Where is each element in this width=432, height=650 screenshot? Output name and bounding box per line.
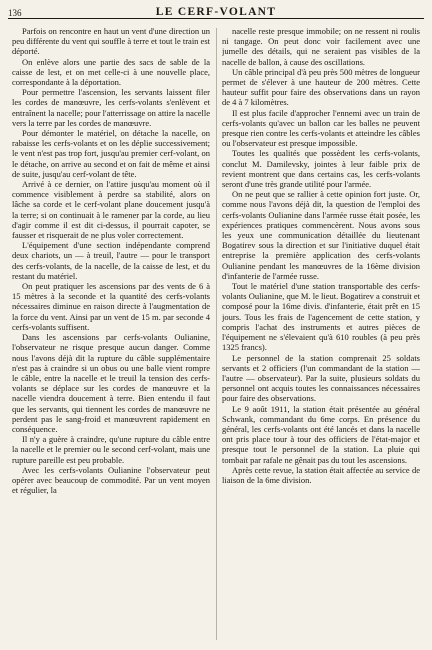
- paragraph: Le personnel de la station comprenait 25 soldats servants et 2 officiers (l'un commandant de la station — l'autre — observateur). Par la suite, plusieurs soldats du personnel ont acquis toutes les connaissances nécessaires pour faire des observations.: [222, 352, 420, 404]
- paragraph: Un câble principal d'à peu près 500 mètres de longueur permet de s'élever à une hauteur de 200 mètres. Cette hauteur suffit pour faire des observations dans un rayon de 4 à 7 kilomètres.: [222, 66, 420, 108]
- paragraph: Tout le matériel d'une station transportable des cerfs-volants Oulianine, que M. le lieut. Bogatirev a construit et composé pour la 16me divis. d'infanterie, était prêt en 15 jours. Tous les frais de l'agencement de cette station, y compris l'achat des instruments et autres pièces de l'équipement ne s'élevaient qu'à 610 roubles (à peu près 1325 francs).: [222, 281, 420, 353]
- journal-title: LE CERF-VOLANT: [155, 6, 277, 18]
- right-column: [222, 26, 420, 642]
- paragraph: Arrivé à ce dernier, on l'attire jusqu'au moment où il commence visiblement à perdre sa stabilité, alors on lâche sa corde et le cerf-volant plane doucement jusqu'à la terre; si on continuait à le ramener par la corde, au lieu d'agir comme il est dit ci-dessus, il pourrait capoter, se fausser et risquerait de ne plus voler correctement.: [12, 179, 210, 241]
- paragraph: L'équipement d'une section indépendante comprend deux chariots, un — à treuil, l'autre — pour le transport des cerfs-volants, de la nacelle, de la caisse de lest, et du restant du matériel.: [12, 240, 210, 281]
- paragraph: Dans les ascensions par cerfs-volants Oulianine, l'observateur ne risque presque aucun danger. Comme nous l'avons déjà dit la rupture du câble supplémentaire n'est pas à craindre si un obus ou une balle vient rompre le câble, entre la nacelle et le treuil la tension des cerfs-volants se déplace sur les cordes de manœuvre et la nacelle viendra doucement à terre. Bien entendu il faut que les servants, qui tiennent les cordes de manœuvre ne perdent pas le sang-froid et manœuvrent rapidement en conséquence.: [12, 332, 210, 434]
- paragraph: Parfois on rencontre en haut un vent d'une direction un peu différente du vent qui souffle à terre et tout le train est déporté.: [12, 26, 210, 57]
- header-rule: [8, 18, 424, 19]
- paragraph: On peut pratiquer les ascensions par des vents de 6 à 15 mètres à la seconde et la quantité des cerfs-volants nécessaires diminue en raison directe à l'augmentation de la force du vent. Ainsi par un vent de 15 m. par seconde 4 cerfs-volants suffisent.: [12, 281, 210, 332]
- paragraph: Toutes les qualités que possèdent les cerfs-volants, conclut M. Damilevsky, jointes à leur faible prix de revient montrent que dans certains cas, les cerfs-volants seront d'une très grande utilité pour l'armée.: [222, 148, 420, 190]
- paragraph: Pour démonter le matériel, on détache la nacelle, on rabaisse les cerfs-volants et on les déplie successivement; le vent n'est pas trop fort, jusqu'au premier cerf-volant, on le détache, on arrive au second et on fait de même et ainsi de suite, jusqu'au cerf-volant de tête.: [12, 128, 210, 179]
- column-divider: [216, 28, 217, 640]
- paragraph: Le 9 août 1911, la station était présentée au général Schwank, commandant du 6me corps. En présence du général, les cerfs-volants ont été lancés et dans la nacelle ont pris place tour à tour des officiers de l'état-major et presque tout le personnel de la station. La pluie qui tombait par rafale ne gênait pas du tout les ascensions.: [222, 403, 420, 465]
- paragraph: Avec les cerfs-volants Oulianine l'observateur peut opérer avec beaucoup de commodité. Par un vent moyen et régulier, la: [12, 464, 210, 496]
- paragraph: Pour permettre l'ascension, les servants laissent filer les cordes de manœuvre, les cerfs-volants s'enlèvent et entraînent la nacelle; pour l'atterrissage on attire la nacelle vers la terre par les cordes de manœuvre.: [12, 87, 210, 128]
- paragraph: Il est plus facile d'approcher l'ennemi avec un train de cerfs-volants qu'avec un ballon car les balles ne peuvent presque rien contre les cerfs-volants et atteindre les câbles ou l'observateur est presque impossible.: [222, 107, 420, 149]
- page-number: 136: [8, 8, 22, 18]
- left-column: [12, 26, 210, 642]
- paragraph: Il n'y a guère à craindre, qu'une rupture du câble entre la nacelle et le premier ou le second cerf-volant, mais une rupture pareille est peu probable.: [12, 434, 210, 465]
- paragraph: On ne peut que se rallier à cette opinion fort juste. Or, comme nous l'avons déjà dit, la question de l'emploi des cerfs-volants Oulianine dans l'armée russe était posée, les expériences pratiques commencèrent. Nous avons sous les yeux une communication détaillée du lieutenant Bogatirev sous la direction et sur l'initiative duquel était entreprise la première application des cerfs-volants Oulianine pendant les manœuvres de la 16ème division d'infanterie de l'armée russe.: [222, 189, 420, 281]
- paragraph: On enlève alors une partie des sacs de sable de la caisse de lest, et on met celle-ci à une nouvelle place, correspondante à la déportation.: [12, 56, 210, 88]
- paragraph: Après cette revue, la station était affectée au service de liaison de la 6me division.: [222, 464, 420, 485]
- paragraph: nacelle reste presque immobile; on ne ressent ni roulis ni tangage. On peut donc voir facilement avec une jumelle des détails, qui ne seraient pas visibles de la nacelle de ballon, à cause des oscillations.: [222, 26, 420, 67]
